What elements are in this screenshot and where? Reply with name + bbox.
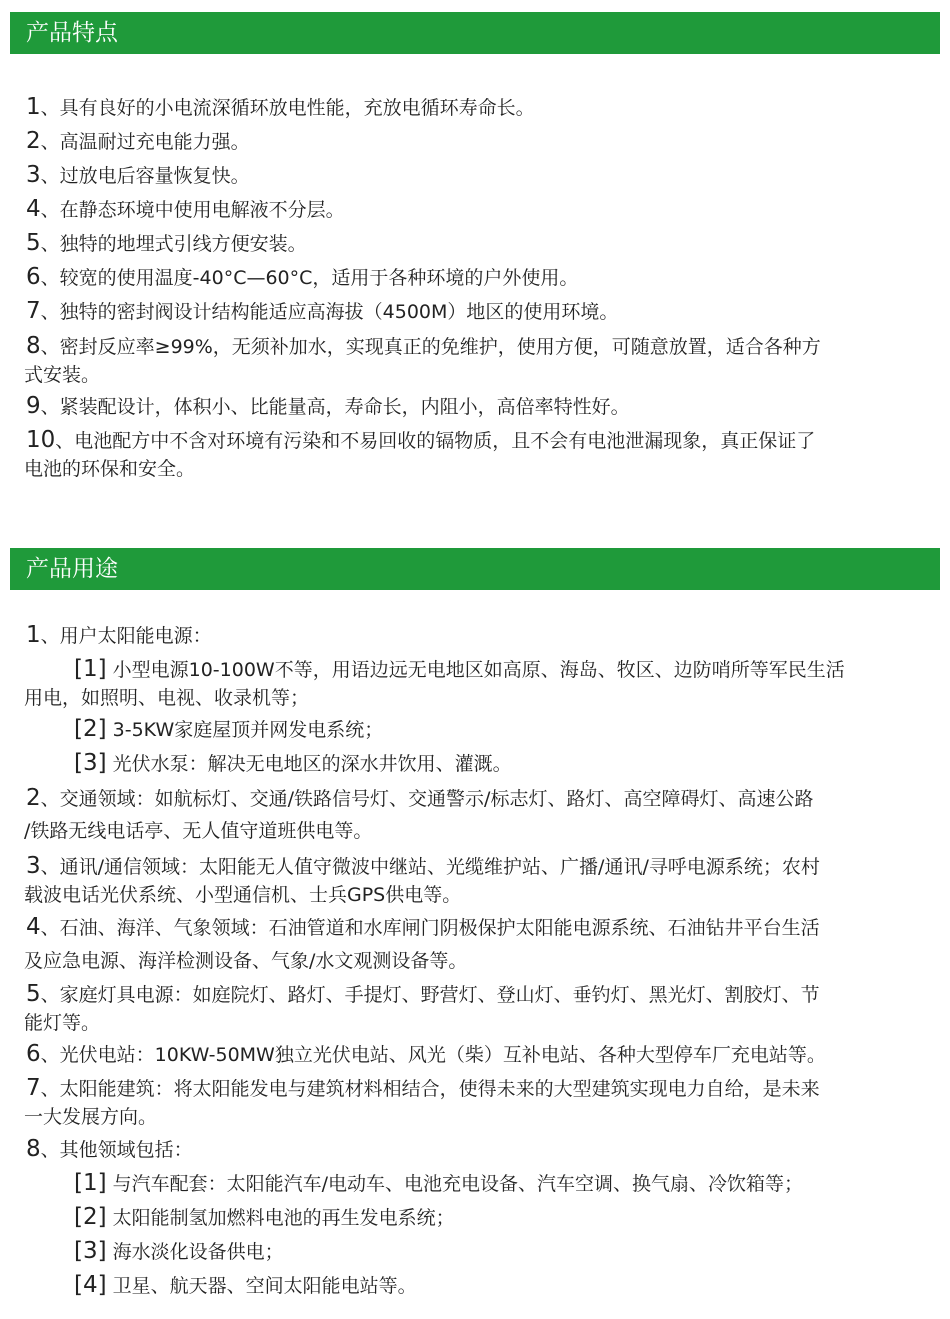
feature-item-2: 2、高温耐过充电能力强。 <box>26 128 250 154</box>
use-item-5: 5、家庭灯具电源：如庭院灯、路灯、手提灯、野营灯、登山灯、垂钓灯、黑光灯、割胶灯、节 <box>26 981 820 1007</box>
feature-item-10: 10、电池配方中不含对环境有污染和不易回收的镉物质，且不会有电池泄漏现象，真正保证了 <box>26 427 816 453</box>
feature-item-8-cont: 式安装。 <box>24 364 101 386</box>
use-item-1-sub-1: [1] 小型电源10-100W不等，用语边远无电地区如高原、海岛、牧区、边防哨所等军民生活 <box>74 656 845 682</box>
use-item-3: 3、通讯/通信领域：太阳能无人值守微波中继站、光缆维护站、广播/通讯/寻呼电源系统；农村 <box>26 853 820 879</box>
feature-item-1: 1、具有良好的小电流深循环放电性能，充放电循环寿命长。 <box>26 94 535 120</box>
use-item-4: 4、石油、海洋、气象领域：石油管道和水库闸门阴极保护太阳能电源系统、石油钻井平台生活 <box>26 914 820 940</box>
use-item-2-cont: /铁路无线电话亭、无人值守道班供电等。 <box>24 820 373 842</box>
use-item-8-sub-2: [2] 太阳能制氢加燃料电池的再生发电系统； <box>74 1204 455 1230</box>
feature-item-6: 6、较宽的使用温度-40°C—60°C，适用于各种环境的户外使用。 <box>26 264 579 290</box>
section-header-uses <box>10 548 940 590</box>
use-item-7: 7、太阳能建筑：将太阳能发电与建筑材料相结合，使得未来的大型建筑实现电力自给，是未来 <box>26 1075 820 1101</box>
feature-item-3: 3、过放电后容量恢复快。 <box>26 162 250 188</box>
use-item-8-sub-1: [1] 与汽车配套：太阳能汽车/电动车、电池充电设备、汽车空调、换气扇、冷饮箱等； <box>74 1170 804 1196</box>
use-item-3-cont: 载波电话光伏系统、小型通信机、士兵GPS供电等。 <box>24 884 462 906</box>
use-item-4-cont: 及应急电源、海洋检测设备、气象/水文观测设备等。 <box>24 950 468 972</box>
use-item-1-sub-1-cont: 用电，如照明、电视、收录机等； <box>24 687 310 709</box>
feature-item-7: 7、独特的密封阀设计结构能适应高海拔（4500M）地区的使用环境。 <box>26 298 619 324</box>
use-item-8-sub-3: [3] 海水淡化设备供电； <box>74 1238 284 1264</box>
use-item-5-cont: 能灯等。 <box>24 1012 101 1034</box>
use-item-1-sub-2: [2] 3-5KW家庭屋顶并网发电系统； <box>74 716 384 742</box>
section-header-features <box>10 12 940 54</box>
section-title: 产品特点 <box>26 20 118 46</box>
feature-item-10-cont: 电池的环保和安全。 <box>24 458 196 480</box>
use-item-7-cont: 一大发展方向。 <box>24 1106 158 1128</box>
use-item-1: 1、用户太阳能电源： <box>26 622 212 648</box>
feature-item-4: 4、在静态环境中使用电解液不分层。 <box>26 196 345 222</box>
section-title: 产品用途 <box>26 556 118 582</box>
use-item-2: 2、交通领域：如航标灯、交通/铁路信号灯、交通警示/标志灯、路灯、高空障碍灯、高速公路 <box>26 785 814 811</box>
use-item-6: 6、光伏电站：10KW-50MW独立光伏电站、风光（柴）互补电站、各种大型停车厂充电站等。 <box>26 1041 826 1067</box>
use-item-8-sub-4: [4] 卫星、航天器、空间太阳能电站等。 <box>74 1272 417 1298</box>
use-item-1-sub-3: [3] 光伏水泵：解决无电地区的深水井饮用、灌溉。 <box>74 750 512 776</box>
feature-item-8: 8、密封反应率≥99%，无须补加水，实现真正的免维护，使用方便，可随意放置，适合各种方 <box>26 333 821 359</box>
use-item-8: 8、其他领域包括： <box>26 1136 193 1162</box>
feature-item-9: 9、紧装配设计，体积小、比能量高，寿命长，内阻小，高倍率特性好。 <box>26 393 630 419</box>
feature-item-5: 5、独特的地埋式引线方便安装。 <box>26 230 307 256</box>
